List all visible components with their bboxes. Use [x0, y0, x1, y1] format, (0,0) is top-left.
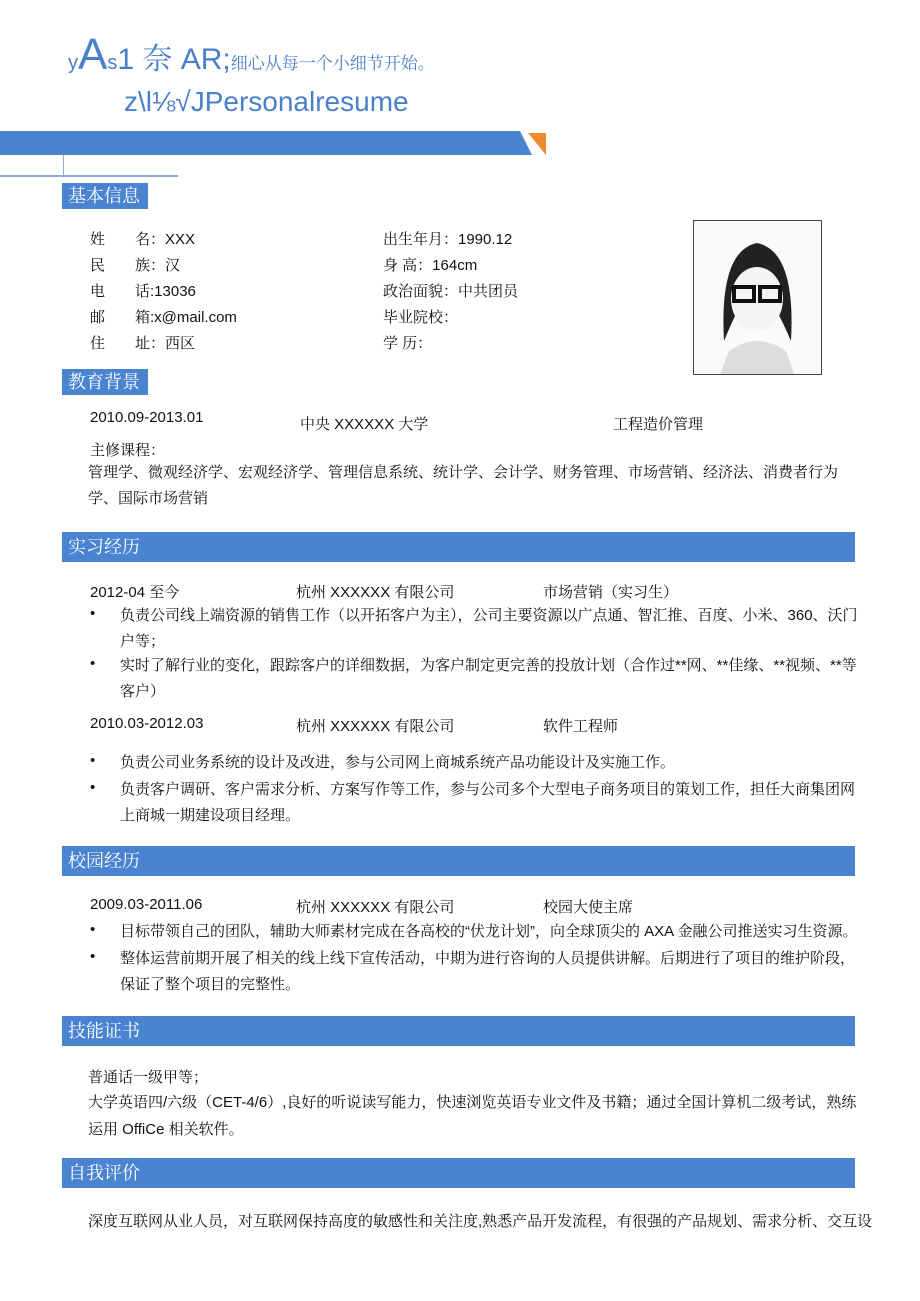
field-address: 住 址：西区 [90, 335, 196, 352]
edu-major: 工程造价管理 [613, 416, 704, 433]
field-school: 毕业院校： [383, 309, 459, 326]
header-bar [0, 131, 532, 155]
header-title: yAs1 奈 AR;细心从每一个小细节开始。 [68, 30, 435, 79]
job-company: 杭州 XXXXXX 有限公司 [296, 718, 455, 735]
field-degree: 学 历： [383, 335, 433, 352]
header-subtitle: z\l⅛√JPersonalresume [124, 86, 409, 117]
edu-school: 中央 XXXXXX 大学 [300, 416, 429, 433]
field-birth: 出生年月：1990.12 [383, 231, 513, 248]
job-company: 杭州 XXXXXX 有限公司 [296, 584, 455, 601]
bullet-icon: • [90, 752, 96, 769]
field-political: 政治面貌：中共团员 [383, 283, 519, 300]
job-role: 市场营销（实习生） [543, 584, 679, 601]
bullet-icon: • [90, 779, 96, 796]
divider [63, 155, 64, 175]
section-internship: 实习经历 [62, 532, 855, 562]
field-ethnicity: 民 族：汉 [90, 257, 181, 274]
basic-left [90, 227, 237, 357]
job-bullet: 负责客户调研、客户需求分析、方案写作等工作，参与公司多个大型电子商务项目的策划工作，担任大商集团网上商城一期建设项目经理。 [120, 781, 856, 824]
campus-period: 2009.03-2011.06 [90, 896, 203, 913]
skill-item: 普通话一级甲等； [88, 1069, 209, 1086]
edu-period: 2010.09-2013.01 [90, 409, 204, 426]
skill-item: 大学英语四/六级（CET-4/6）,良好的听说读写能力，快速浏览英语专业文件及书籍；通过全国计算机二级考试，熟练运用 OffiCe 相关软件。 [88, 1094, 857, 1138]
courses-label: 主修课程： [90, 442, 166, 459]
section-skills: 技能证书 [62, 1016, 855, 1046]
section-self: 自我评价 [62, 1158, 855, 1188]
field-name: 姓 名：XXX [90, 231, 196, 248]
field-phone: 电 话:13036 [90, 283, 196, 300]
profile-photo [693, 220, 822, 375]
job-period: 2010.03-2012.03 [90, 715, 204, 732]
divider [0, 175, 178, 177]
basic-right [383, 227, 518, 357]
bullet-icon: • [90, 921, 96, 938]
courses-list: 管理学、微观经济学、宏观经济学、管理信息系统、统计学、会计学、财务管理、市场营销、经济法、消费者行为学、国际市场营销 [88, 464, 839, 507]
field-height: 身 高：164cm [383, 257, 478, 274]
job-bullet: 负责公司线上端资源的销售工作（以开拓客户为主），公司主要资源以广点通、智汇推、百度、小米、360、沃门户等； [120, 607, 858, 650]
self-evaluation: 深度互联网从业人员，对互联网保持高度的敏感性和关注度,熟悉产品开发流程，有很强的产品规划、需求分析、交互设 [88, 1213, 873, 1230]
job-bullet: 负责公司业务系统的设计及改进，参与公司网上商城系统产品功能设计及实施工作。 [120, 754, 676, 771]
field-email: 邮 箱:x@mail.com [90, 309, 237, 326]
bullet-icon: • [90, 948, 96, 965]
header-accent [528, 133, 546, 155]
campus-company: 杭州 XXXXXX 有限公司 [296, 899, 455, 916]
section-basic: 基本信息 [62, 183, 148, 209]
section-campus: 校园经历 [62, 846, 855, 876]
bullet-icon: • [90, 655, 96, 672]
bullet-icon: • [90, 605, 96, 622]
campus-bullet: 目标带领自己的团队，辅助大师素材完成在各高校的“伏龙计划”，向全球顶尖的 AXA 金融公司推送实习生资源。 [120, 923, 858, 940]
campus-role: 校园大使主席 [543, 899, 634, 916]
job-bullet: 实时了解行业的变化，跟踪客户的详细数据，为客户制定更完善的投放计划（合作过**网、**佳缘、**视频、**等客户） [120, 657, 857, 700]
job-role: 软件工程师 [543, 718, 619, 735]
job-period: 2012-04 至今 [90, 584, 180, 601]
campus-bullet: 整体运营前期开展了相关的线上线下宣传活动，中期为进行咨询的人员提供讲解。后期进行了项目的维护阶段，保证了整个项目的完整性。 [120, 950, 856, 993]
section-education: 教育背景 [62, 369, 148, 395]
